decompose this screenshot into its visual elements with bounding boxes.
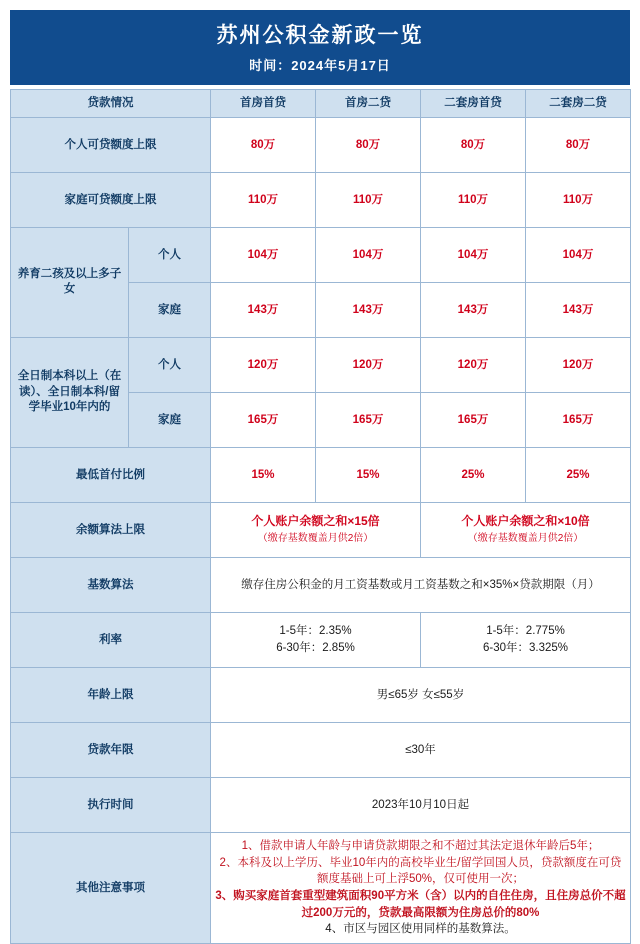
- cell-r6c3: 25%: [421, 447, 526, 502]
- cell-rate-right: [421, 612, 631, 667]
- rate-left-line-1: 1-5年：2.35%: [279, 625, 352, 638]
- row-label-multi-child: 养育二孩及以上多子女: [11, 227, 129, 337]
- cell-r0c2: 80万: [316, 117, 421, 172]
- page-title: 苏州公积金新政一览: [216, 24, 424, 47]
- cell-r2c4: 104万: [526, 227, 631, 282]
- note-line-4: 4、市区与园区使用同样的基数算法。: [325, 923, 516, 936]
- table-row-age-limit: [11, 667, 631, 722]
- table-row: [11, 117, 631, 172]
- balance-left-main: 个人账户余额之和×15倍: [251, 514, 380, 529]
- row-label-rate: 利率: [11, 612, 211, 667]
- col-head-2: 首房二贷: [316, 90, 421, 118]
- cell-loan-term-value: ≤30年: [211, 722, 631, 777]
- col-head-1: 首房首贷: [211, 90, 316, 118]
- table-row: [11, 337, 631, 392]
- col-head-3: 二套房首贷: [421, 90, 526, 118]
- cell-r0c4: 80万: [526, 117, 631, 172]
- sub-label-family: 家庭: [129, 282, 211, 337]
- table-row-base-rule: [11, 557, 631, 612]
- balance-left-sub: （缴存基数覆盖月供2倍）: [257, 533, 374, 545]
- cell-r3c1: 143万: [211, 282, 316, 337]
- cell-r0c3: 80万: [421, 117, 526, 172]
- cell-r1c1: 110万: [211, 172, 316, 227]
- row-label-base-rule: 基数算法: [11, 557, 211, 612]
- table-row-effective-date: [11, 777, 631, 832]
- cell-base-rule-value: 缴存住房公积金的月工资基数或月工资基数之和×35%×贷款期限（月）: [211, 557, 631, 612]
- row-label-loan-term: 贷款年限: [11, 722, 211, 777]
- cell-balance-left: [211, 502, 421, 557]
- cell-rate-left: [211, 612, 421, 667]
- cell-notes: [211, 832, 631, 943]
- table-header-row: [11, 90, 631, 118]
- policy-table: [10, 89, 631, 944]
- cell-r4c1: 120万: [211, 337, 316, 392]
- cell-r5c3: 165万: [421, 392, 526, 447]
- note-line-2: 2、本科及以上学历、毕业10年内的高校毕业生/留学回国人员，贷款额度在可贷额度基础上可上浮50%，仅可使用一次；: [219, 856, 622, 886]
- row-label-balance-rule: 余额算法上限: [11, 502, 211, 557]
- cell-r3c3: 143万: [421, 282, 526, 337]
- balance-right-main: 个人账户余额之和×10倍: [461, 514, 590, 529]
- table-row: [11, 447, 631, 502]
- cell-r4c3: 120万: [421, 337, 526, 392]
- cell-effective-date-value: 2023年10月10日起: [211, 777, 631, 832]
- row-label-down-payment: 最低首付比例: [11, 447, 211, 502]
- title-band: [10, 10, 630, 85]
- page-subtitle: 时间：2024年5月17日: [249, 58, 391, 74]
- row-label-family-limit: 家庭可贷额度上限: [11, 172, 211, 227]
- cell-r2c2: 104万: [316, 227, 421, 282]
- rate-left-line-2: 6-30年：2.85%: [276, 641, 355, 654]
- cell-r1c2: 110万: [316, 172, 421, 227]
- rate-right-line-1: 1-5年：2.775%: [486, 625, 565, 638]
- cell-r2c1: 104万: [211, 227, 316, 282]
- cell-r6c2: 15%: [316, 447, 421, 502]
- sub-label-family-edu: 家庭: [129, 392, 211, 447]
- cell-r1c4: 110万: [526, 172, 631, 227]
- cell-r4c2: 120万: [316, 337, 421, 392]
- cell-r3c4: 143万: [526, 282, 631, 337]
- sub-label-personal-edu: 个人: [129, 337, 211, 392]
- cell-age-limit-value: 男≤65岁 女≤55岁: [211, 667, 631, 722]
- cell-r1c3: 110万: [421, 172, 526, 227]
- cell-r0c1: 80万: [211, 117, 316, 172]
- cell-r5c4: 165万: [526, 392, 631, 447]
- balance-right-sub: （缴存基数覆盖月供2倍）: [467, 533, 584, 545]
- cell-r2c3: 104万: [421, 227, 526, 282]
- cell-r5c1: 165万: [211, 392, 316, 447]
- note-line-3: 3、购买家庭首套重型建筑面积90平方米（含）以内的自住住房，且住房总价不超过200万元的，贷款最高限额为住房总价的80%: [215, 889, 626, 919]
- table-row-balance-rule: [11, 502, 631, 557]
- rate-right-line-2: 6-30年：3.325%: [482, 641, 569, 654]
- table-row-notes: [11, 832, 631, 943]
- cell-r4c4: 120万: [526, 337, 631, 392]
- table-row: [11, 227, 631, 282]
- row-label-personal-limit: 个人可贷额度上限: [11, 117, 211, 172]
- row-label-effective-date: 执行时间: [11, 777, 211, 832]
- row-label-notes: 其他注意事项: [11, 832, 211, 943]
- row-label-education: 全日制本科以上（在读）、全日制本科/留学毕业10年内的: [11, 337, 129, 447]
- cell-r5c2: 165万: [316, 392, 421, 447]
- table-row: [11, 172, 631, 227]
- col-head-0: 贷款情况: [11, 90, 211, 118]
- table-row-loan-term: [11, 722, 631, 777]
- col-head-4: 二套房二贷: [526, 90, 631, 118]
- cell-r3c2: 143万: [316, 282, 421, 337]
- cell-balance-right: [421, 502, 631, 557]
- sub-label-personal: 个人: [129, 227, 211, 282]
- note-line-1: 1、借款申请人年龄与申请贷款期限之和不超过其法定退休年龄后5年；: [241, 839, 600, 852]
- cell-r6c1: 15%: [211, 447, 316, 502]
- cell-r6c4: 25%: [526, 447, 631, 502]
- table-row-rate: [11, 612, 631, 667]
- row-label-age-limit: 年龄上限: [11, 667, 211, 722]
